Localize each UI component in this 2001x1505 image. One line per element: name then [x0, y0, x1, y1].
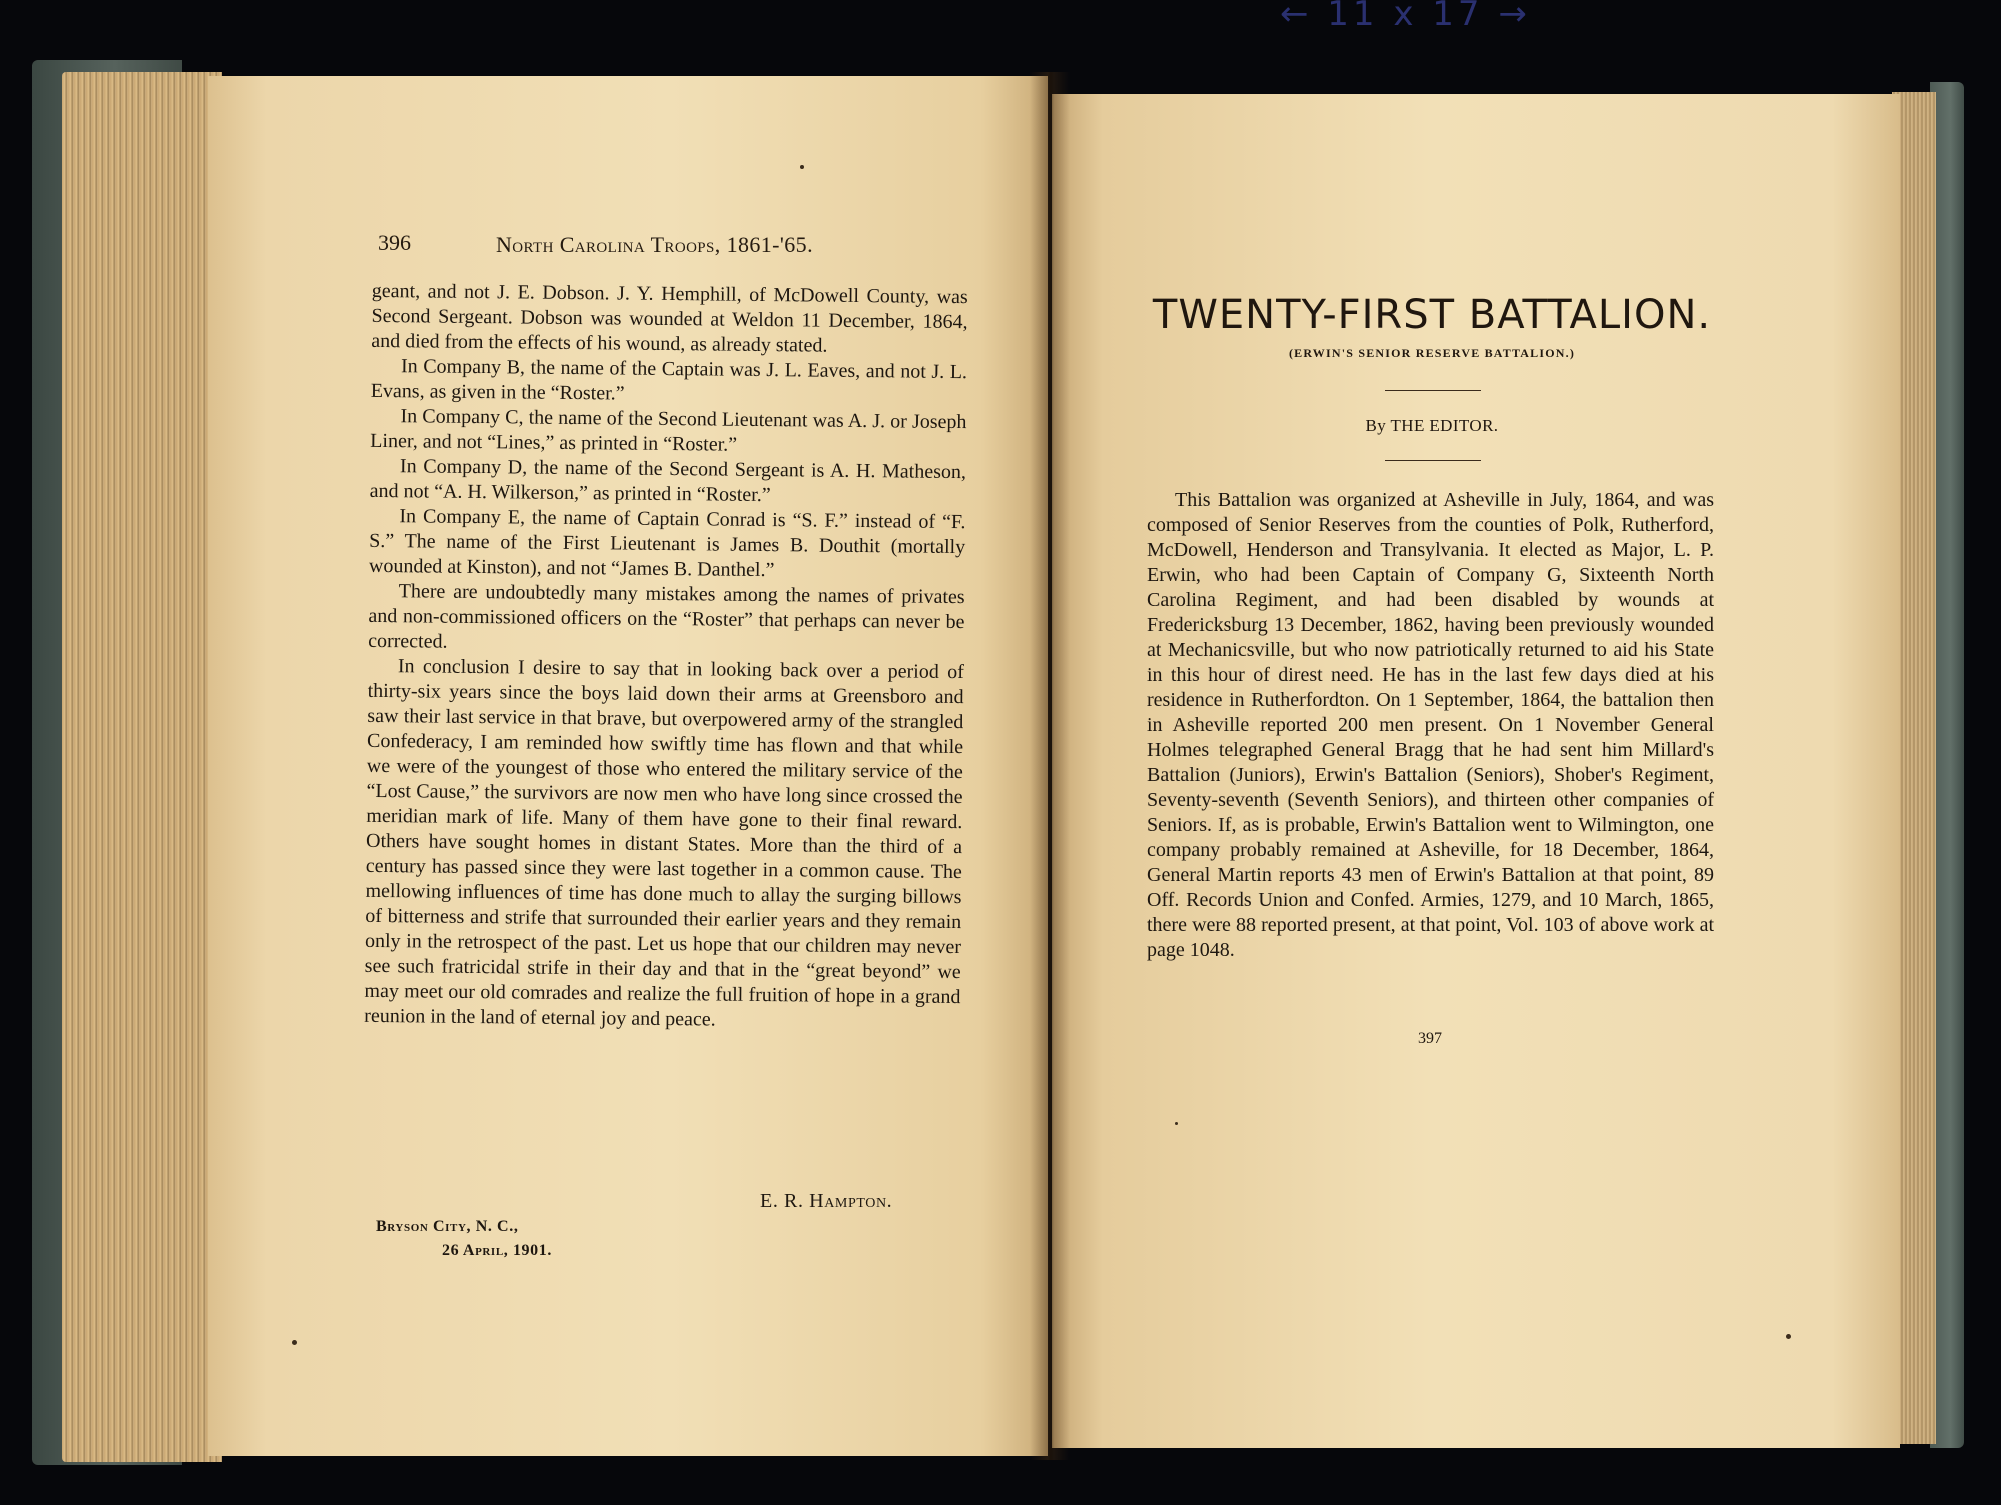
chapter-title: TWENTY-FIRST BATTALION.: [1152, 292, 1712, 338]
left-page-number: 396: [378, 230, 411, 255]
right-page-number: 397: [1418, 1030, 1442, 1047]
paragraph: In conclusion I desire to say that in looking back over a period of thirty-six years since the boys laid down their arms at Greensboro and saw their last service in that brave, but overpowered army of the strangled Confederacy, I am reminded how swiftly time has flown and that while we were of the youngest of those who entered the military service of the “Lost Cause,” the survivors are now men who have long since crossed the meridian mark of life. Many of them have gone to their final reward. Others have sought homes in distant States. More than the third of a century has passed since they were last together in a common cause. The mellowing influences of time has done much to allay the surging billows of bitterness and strife that surrounded their earlier years and they remain only in the retrospect of the past. Let us hope that our children may never see such fratricidal strife in their day and that in the “great beyond” we may meet our old comrades and realize the full fruition of hope in a grand reunion in the land of eternal joy and peace.: [364, 655, 964, 1031]
paragraph: This Battalion was organized at Asheville in July, 1864, and was composed of Senior Reserves from the counties of Polk, Rutherford, McDowell, Henderson and Transylvania. It elected as Major, L. P. Erwin, who had been Captain of Company G, Sixteenth North Carolina Regiment, and had been disabled by wounds at Fredericksburg 13 December, 1862, having been previously wounded at Mechanicsville, but who now patriotically returned to aid his State in this hour of direst need. He has in the last few days died at his residence in Rutherfordton. On 1 September, 1864, the battalion then in Asheville reported 200 men present. On 1 November General Holmes telegraphed General Bragg that he had sent him Millard's Battalion (Juniors), Erwin's Battalion (Seniors), Shober's Regiment, Seventy-seventh (Seventh Seniors), and thirteen other companies of Seniors. If, as is probable, Erwin's Battalion went to Wilmington, one company probably remained at Asheville, for 18 December, 1864, General Martin reports 43 men of Erwin's Battalion at that point, 89 Off. Records Union and Confed. Armies, 1279, and 10 March, 1865, there were 88 reported present, at that point, Vol. 103 of above work at page 1048.: [1147, 489, 1714, 961]
right-page-body: [1147, 488, 1714, 963]
paragraph: There are undoubtedly many mistakes among the names of privates and non-commissioned officers on the “Roster” that perhaps can never be corrected.: [368, 580, 965, 653]
paragraph: In Company C, the name of the Second Lieutenant was A. J. or Joseph Liner, and not “Lines,” as printed in “Roster.”: [370, 405, 967, 456]
running-head-title: North Carolina Troops, 1861-'65.: [496, 232, 813, 257]
size-tab-label: ← 11 x 17 →: [1280, 0, 1531, 34]
dateline-place: Bryson City, N. C.,: [376, 1218, 519, 1235]
left-page-body: [364, 279, 968, 1035]
paper-speck: [1175, 1122, 1178, 1125]
dateline-date: 26 April, 1901.: [442, 1242, 552, 1259]
paragraph: In Company D, the name of the Second Sergeant is A. H. Matheson, and not “A. H. Wilkerson,” as printed in “Roster.”: [369, 455, 967, 507]
divider-rule: [1385, 390, 1481, 391]
author-signature: E. R. Hampton.: [760, 1190, 893, 1212]
divider-rule: [1385, 460, 1481, 461]
paper-speck: [1786, 1334, 1791, 1339]
paper-speck: [292, 1340, 297, 1345]
paragraph: In Company B, the name of the Captain was J. L. Eaves, and not J. L. Evans, as given in the “Roster.”: [370, 355, 968, 405]
page-edges-left: [62, 72, 222, 1462]
paper-speck: [800, 165, 804, 169]
byline: By THE EDITOR.: [1365, 416, 1499, 435]
paragraph: In Company E, the name of Captain Conrad is “S. F.” instead of “F. S.” The name of the First Lieutenant is James B. Douthit (mortally wounded at Kinston), and not “James B. Danthel.”: [368, 505, 966, 582]
paragraph: geant, and not J. E. Dobson. J. Y. Hemphill, of McDowell County, was Second Sergeant. Dobson was wounded at Weldon 11 December, 1864, and died from the effects of his wound, as already stated.: [371, 279, 968, 357]
chapter-subtitle: (ERWIN'S SENIOR RESERVE BATTALION.): [1288, 346, 1576, 360]
book-gutter: [1030, 72, 1070, 1460]
